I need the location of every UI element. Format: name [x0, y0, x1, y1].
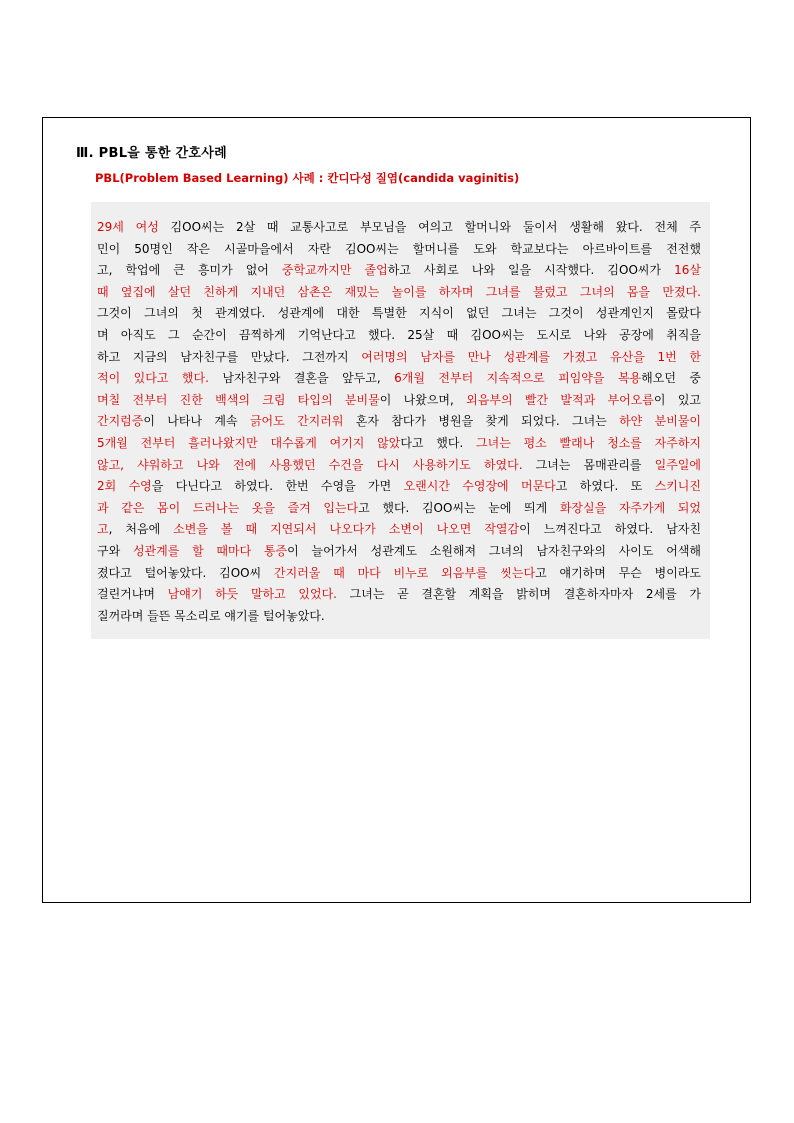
highlighted-phrase: 일주일에	[654, 457, 701, 472]
case-text-line	[97, 368, 701, 390]
case-text-line	[97, 455, 701, 477]
case-text-line	[97, 433, 701, 455]
text-segment: 하고 사회로 나와 일을 시작했다. 김OO씨가	[387, 263, 675, 278]
text-segment: 구와	[97, 543, 133, 558]
text-segment: 민이 50명인 작은 시골마을에서 자란 김OO씨는 할머니를 도와 학교보다는 아르바이트를 전전했	[97, 241, 701, 256]
highlighted-phrase: 여러명의 남자를 만나 성관계를 가졌고 유산을 1번 한	[361, 349, 701, 364]
highlighted-phrase: 5개월 전부터 흘러나왔지만 대수롭게 여기지 않았	[97, 435, 401, 450]
case-text-line	[97, 541, 701, 563]
highlighted-phrase: 소변을 볼 때 지연되서 나오다가 소변이 나오면 작열감	[173, 522, 520, 537]
highlighted-phrase: 성관계를 할 때마다 통증	[132, 543, 288, 558]
case-scenario-box	[91, 202, 710, 639]
highlighted-phrase: 않고, 샤워하고 나와 전에 사용했던 수건을 다시 사용하기도 하였다.	[97, 457, 523, 472]
highlighted-phrase: 2회 수영	[97, 479, 152, 494]
case-text-line	[97, 606, 701, 628]
text-segment: 이 느껴진다고 하였다. 남자친	[519, 522, 701, 537]
highlighted-phrase: 6개월 전부터 지속적으로 피임약을 복용	[394, 371, 642, 386]
highlighted-phrase: 간지러울 때 마다 비누로 외음부를 씻는다	[274, 565, 536, 580]
case-text-line	[97, 303, 701, 325]
text-segment: , 처음에	[108, 522, 174, 537]
highlighted-phrase: 외음부의 빨간 발적과 부어오름	[466, 392, 654, 407]
text-segment: 이 나왔으며,	[379, 392, 467, 407]
text-segment: 고 얘기하며 무슨 병이라도	[535, 565, 701, 580]
text-segment: 혼자 참다가 병원을 찾게 되었다. 그녀는	[343, 414, 620, 429]
case-text-line	[97, 217, 701, 239]
case-text-line	[97, 325, 701, 347]
case-subheading: PBL(Problem Based Learning) 사례 : 칸디다성 질염(candida vaginitis)	[95, 171, 520, 185]
case-text-line	[97, 498, 701, 520]
case-text-line	[97, 239, 701, 261]
case-text-line	[97, 563, 701, 585]
text-segment: 하고 지금의 남자친구를 만났다. 그전까지	[97, 349, 362, 364]
text-segment: 걸린거냐며	[97, 587, 168, 602]
case-scenario-text	[97, 217, 701, 627]
highlighted-phrase: 그녀는 평소 빨래나 청소를 자주하지	[476, 435, 701, 450]
text-segment: 김OO씨는 2살 때 교통사고로 부모님을 여의고 할머니와 둘이서 생활해 왔다. 전체 주	[158, 220, 701, 234]
case-text-line	[97, 584, 701, 606]
highlighted-phrase: 적이 있다고 했다.	[97, 371, 209, 386]
highlighted-phrase: 하얀 분비물이	[619, 414, 701, 429]
text-segment: 졌다고 털어놓았다. 김OO씨	[97, 565, 275, 580]
highlighted-phrase: 16살	[674, 263, 701, 278]
text-segment: 이 나타나 계속	[143, 414, 250, 429]
case-text-line	[97, 260, 701, 282]
highlighted-phrase: 긁어도 간지러워	[249, 414, 344, 429]
highlighted-phrase: 화장실을 자주가게 되었	[559, 500, 701, 515]
case-text-line	[97, 476, 701, 498]
text-segment: 이 있고	[653, 392, 702, 407]
case-text-line	[97, 282, 701, 304]
section-heading: Ⅲ. PBL을 통한 간호사례	[76, 146, 227, 161]
highlighted-phrase: 중학교까지만 졸업	[281, 263, 388, 278]
text-segment: 며 아직도 그 순간이 끔찍하게 기억난다고 했다. 25살 때 김OO씨는 도시로 나와 공장에 취직을	[97, 327, 701, 342]
text-segment: 그것이 그녀의 첫 관계였다. 성관계에 대한 특별한 지식이 없던 그녀는 그것이 성관계인지 몰랐다	[97, 306, 701, 321]
case-text-line	[97, 347, 701, 369]
highlighted-phrase: 며칠 전부터 진한 백색의 크림 타입의 분비물	[97, 392, 380, 407]
highlighted-phrase: 스키니진	[654, 479, 701, 494]
highlighted-phrase: 고	[97, 522, 109, 537]
text-segment: 을 다닌다고 하였다. 한번 수영을 가면	[151, 479, 404, 494]
case-text-line	[97, 519, 701, 541]
highlighted-phrase: 과 같은 몸이 드러나는 옷을 즐겨 입는다	[97, 500, 359, 515]
text-segment: 그녀는 곧 결혼할 계획을 밝히며 결혼하자마자 2세를 가	[336, 587, 701, 602]
highlighted-phrase: 오랜시간 수영장에 머문다	[403, 479, 556, 494]
highlighted-phrase: 29세 여성	[97, 220, 159, 234]
case-text-line	[97, 411, 701, 433]
text-segment: 이 늘어가서 성관계도 소원해져 그녀의 남자친구와의 사이도 어색해	[287, 543, 702, 558]
text-segment: 질꺼라며 들뜬 목소리로 얘기를 털어놓았다.	[97, 608, 325, 623]
text-segment: 남자친구와 결혼을 앞두고,	[208, 371, 395, 386]
text-segment: 고 하였다. 또	[555, 479, 655, 494]
text-segment: 해오던 중	[641, 371, 701, 386]
highlighted-phrase: 간지럼증	[97, 414, 144, 429]
text-segment: 고, 학업에 큰 흥미가 없어	[97, 263, 282, 278]
text-segment: 다고 했다.	[400, 435, 477, 450]
highlighted-phrase: 때 옆집에 살던 친하게 지내던 삼촌은 재밌는 놀이를 하자며 그녀를 불렀고 그녀의 몸을 만졌다.	[97, 284, 701, 299]
case-text-line	[97, 390, 701, 412]
text-segment: 고 했다. 김OO씨는 눈에 띄게	[358, 500, 560, 515]
highlighted-phrase: 남얘기 하듯 말하고 있었다.	[167, 587, 337, 602]
text-segment: 그녀는 몸매관리를	[522, 457, 655, 472]
